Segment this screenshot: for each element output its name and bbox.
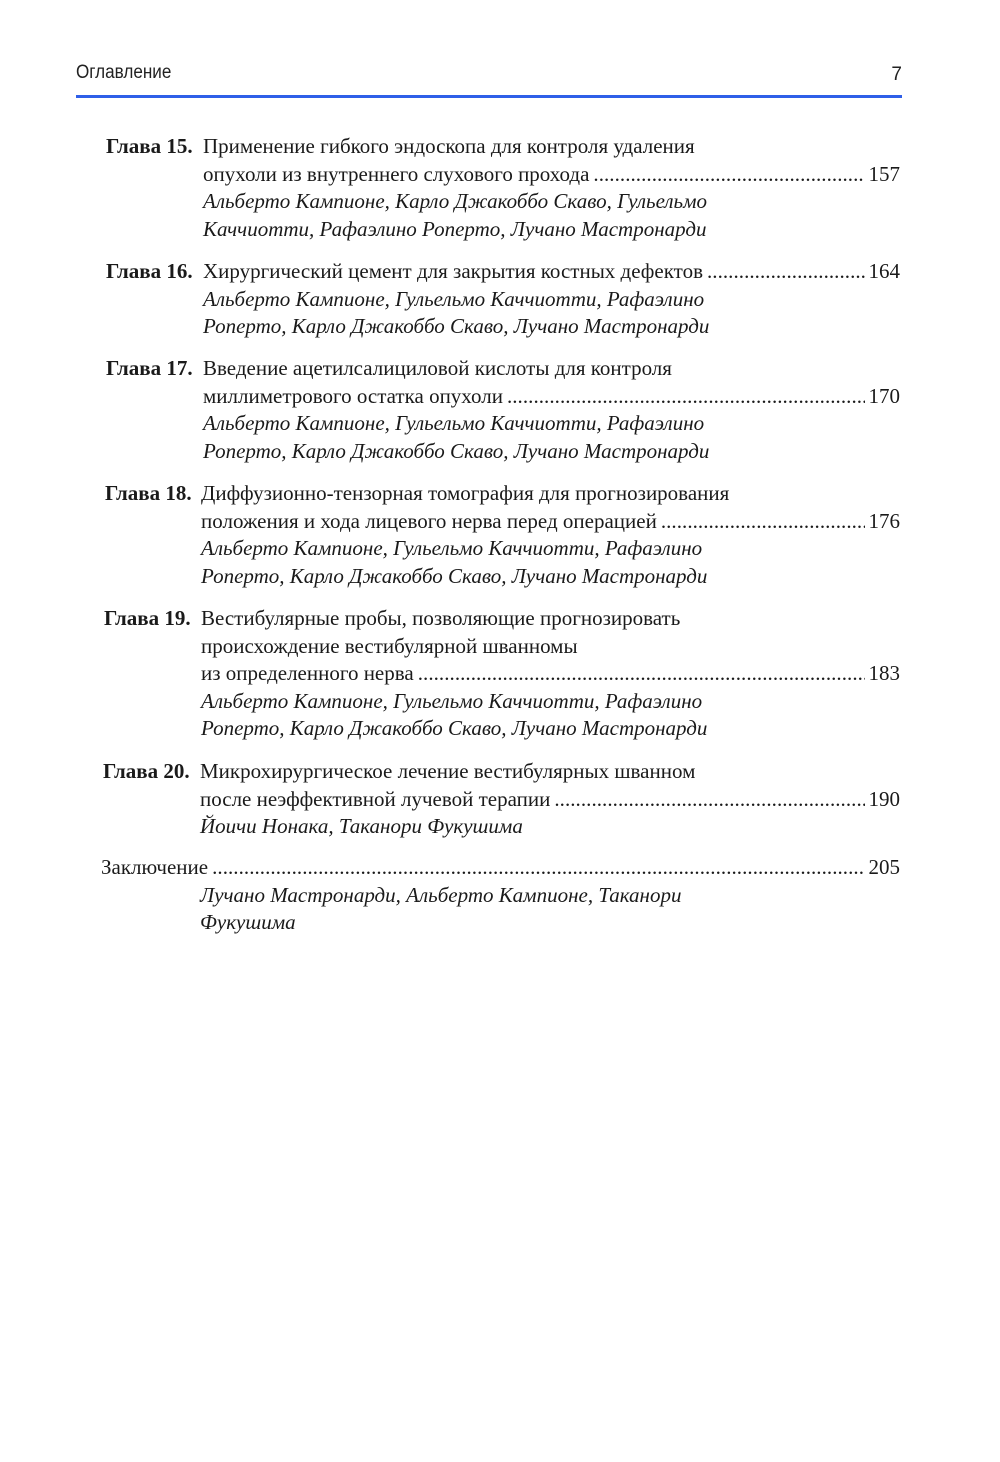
entry-page-number: 170 (868, 383, 900, 408)
dot-leader (554, 786, 864, 814)
author-line: Роперто, Карло Джакоббо Скаво, Лучано Мастронарди (203, 314, 710, 338)
dot-leader (212, 854, 864, 882)
entry-title-text: Микрохирургическое лечение вестибулярных шванном (200, 759, 696, 783)
entry-title-text: Введение ацетилсалициловой кислоты для контроля (203, 356, 672, 380)
entry-authors (201, 535, 900, 590)
dot-leader (507, 383, 865, 411)
author-line: Фукушима (200, 910, 296, 934)
entry-title-line (201, 605, 900, 633)
entry-title-line (201, 660, 900, 688)
entry-authors (200, 813, 900, 841)
entry-authors (203, 410, 900, 465)
author-line: Альберто Кампионе, Гульельмо Каччиотти, Рафаэлино (203, 411, 705, 435)
entry-title-text: миллиметрового остатка опухоли (203, 383, 503, 408)
dot-leader (593, 161, 864, 189)
chapter-label: Глава 17. (106, 356, 193, 380)
author-line: Лучано Мастронарди, Альберто Кампионе, Таканори (200, 882, 682, 907)
entry-title-line (203, 161, 900, 189)
entry-page-number: 183 (868, 661, 900, 685)
entry-title-line (203, 355, 900, 383)
entry-body (200, 758, 900, 841)
author-line: Каччиотти, Рафаэлино Роперто, Лучано Мастронарди (203, 216, 707, 241)
entry-body (101, 854, 900, 937)
entry-title-text: происхождение вестибулярной шванномы (201, 633, 578, 658)
author-line: Альберто Кампионе, Гульельмо Каччиотти, Рафаэлино (201, 536, 703, 560)
author-line: Альберто Кампионе, Гульельмо Каччиотти, Рафаэлино (201, 688, 703, 713)
entry-page-number: 157 (868, 161, 900, 186)
entry-authors (203, 188, 900, 243)
entry-body (203, 258, 900, 341)
entry-title-line (203, 133, 900, 161)
entry-title-text: Заключение (101, 855, 209, 879)
entry-authors (200, 882, 900, 937)
entry-title-line (200, 786, 900, 814)
author-line: Роперто, Карло Джакоббо Скаво, Лучано Мастронарди (203, 438, 710, 463)
entry-title-text: из определенного нерва (201, 661, 414, 685)
entry-title-line (201, 508, 900, 536)
entry-authors (201, 688, 900, 743)
entry-authors (203, 286, 900, 341)
author-line: Йоичи Нонака, Таканори Фукушима (200, 814, 523, 838)
entry-body (201, 480, 900, 590)
chapter-label: Глава 19. (104, 606, 191, 630)
entry-body (201, 605, 900, 743)
entry-title-line (201, 480, 900, 508)
author-line: Роперто, Карло Джакоббо Скаво, Лучано Мастронарди (201, 716, 708, 740)
entry-title-line (101, 854, 900, 882)
author-line: Альберто Кампионе, Гульельмо Каччиотти, Рафаэлино (203, 286, 705, 311)
entry-title-text: Применение гибкого эндоскопа для контроля удаления (203, 134, 695, 158)
chapter-label: Глава 20. (103, 759, 190, 783)
entry-title-text: Диффузионно-тензорная томография для прогнозирования (201, 481, 730, 505)
chapter-label: Глава 18. (105, 481, 192, 505)
header-rule (76, 95, 902, 98)
entry-body (203, 133, 900, 243)
entry-title-text: Вестибулярные пробы, позволяющие прогнозировать (201, 606, 681, 630)
entry-title-text: после неэффективной лучевой терапии (200, 786, 551, 811)
chapter-label: Глава 16. (106, 259, 193, 283)
dot-leader (418, 660, 865, 688)
author-line: Роперто, Карло Джакоббо Скаво, Лучано Мастронарди (201, 563, 708, 588)
entry-title-line (203, 258, 900, 286)
entry-page-number: 176 (868, 508, 900, 533)
entry-body (203, 355, 900, 465)
entry-page-number: 205 (868, 855, 900, 879)
entry-title-line (200, 758, 900, 786)
entry-page-number: 164 (868, 259, 900, 283)
dot-leader (707, 258, 865, 286)
chapter-label: Глава 15. (106, 134, 193, 158)
entry-title-text: опухоли из внутреннего слухового прохода (203, 161, 590, 186)
author-line: Альберто Кампионе, Карло Джакоббо Скаво, Гульельмо (203, 189, 707, 213)
entry-title-line (201, 633, 900, 661)
page-number: 7 (891, 64, 902, 85)
running-header-title: Оглавление (76, 62, 172, 83)
dot-leader (661, 508, 865, 536)
entry-title-text: положения и хода лицевого нерва перед операцией (201, 508, 657, 533)
entry-title-text: Хирургический цемент для закрытия костных дефектов (203, 259, 703, 283)
entry-page-number: 190 (868, 786, 900, 811)
entry-title-line (203, 383, 900, 411)
